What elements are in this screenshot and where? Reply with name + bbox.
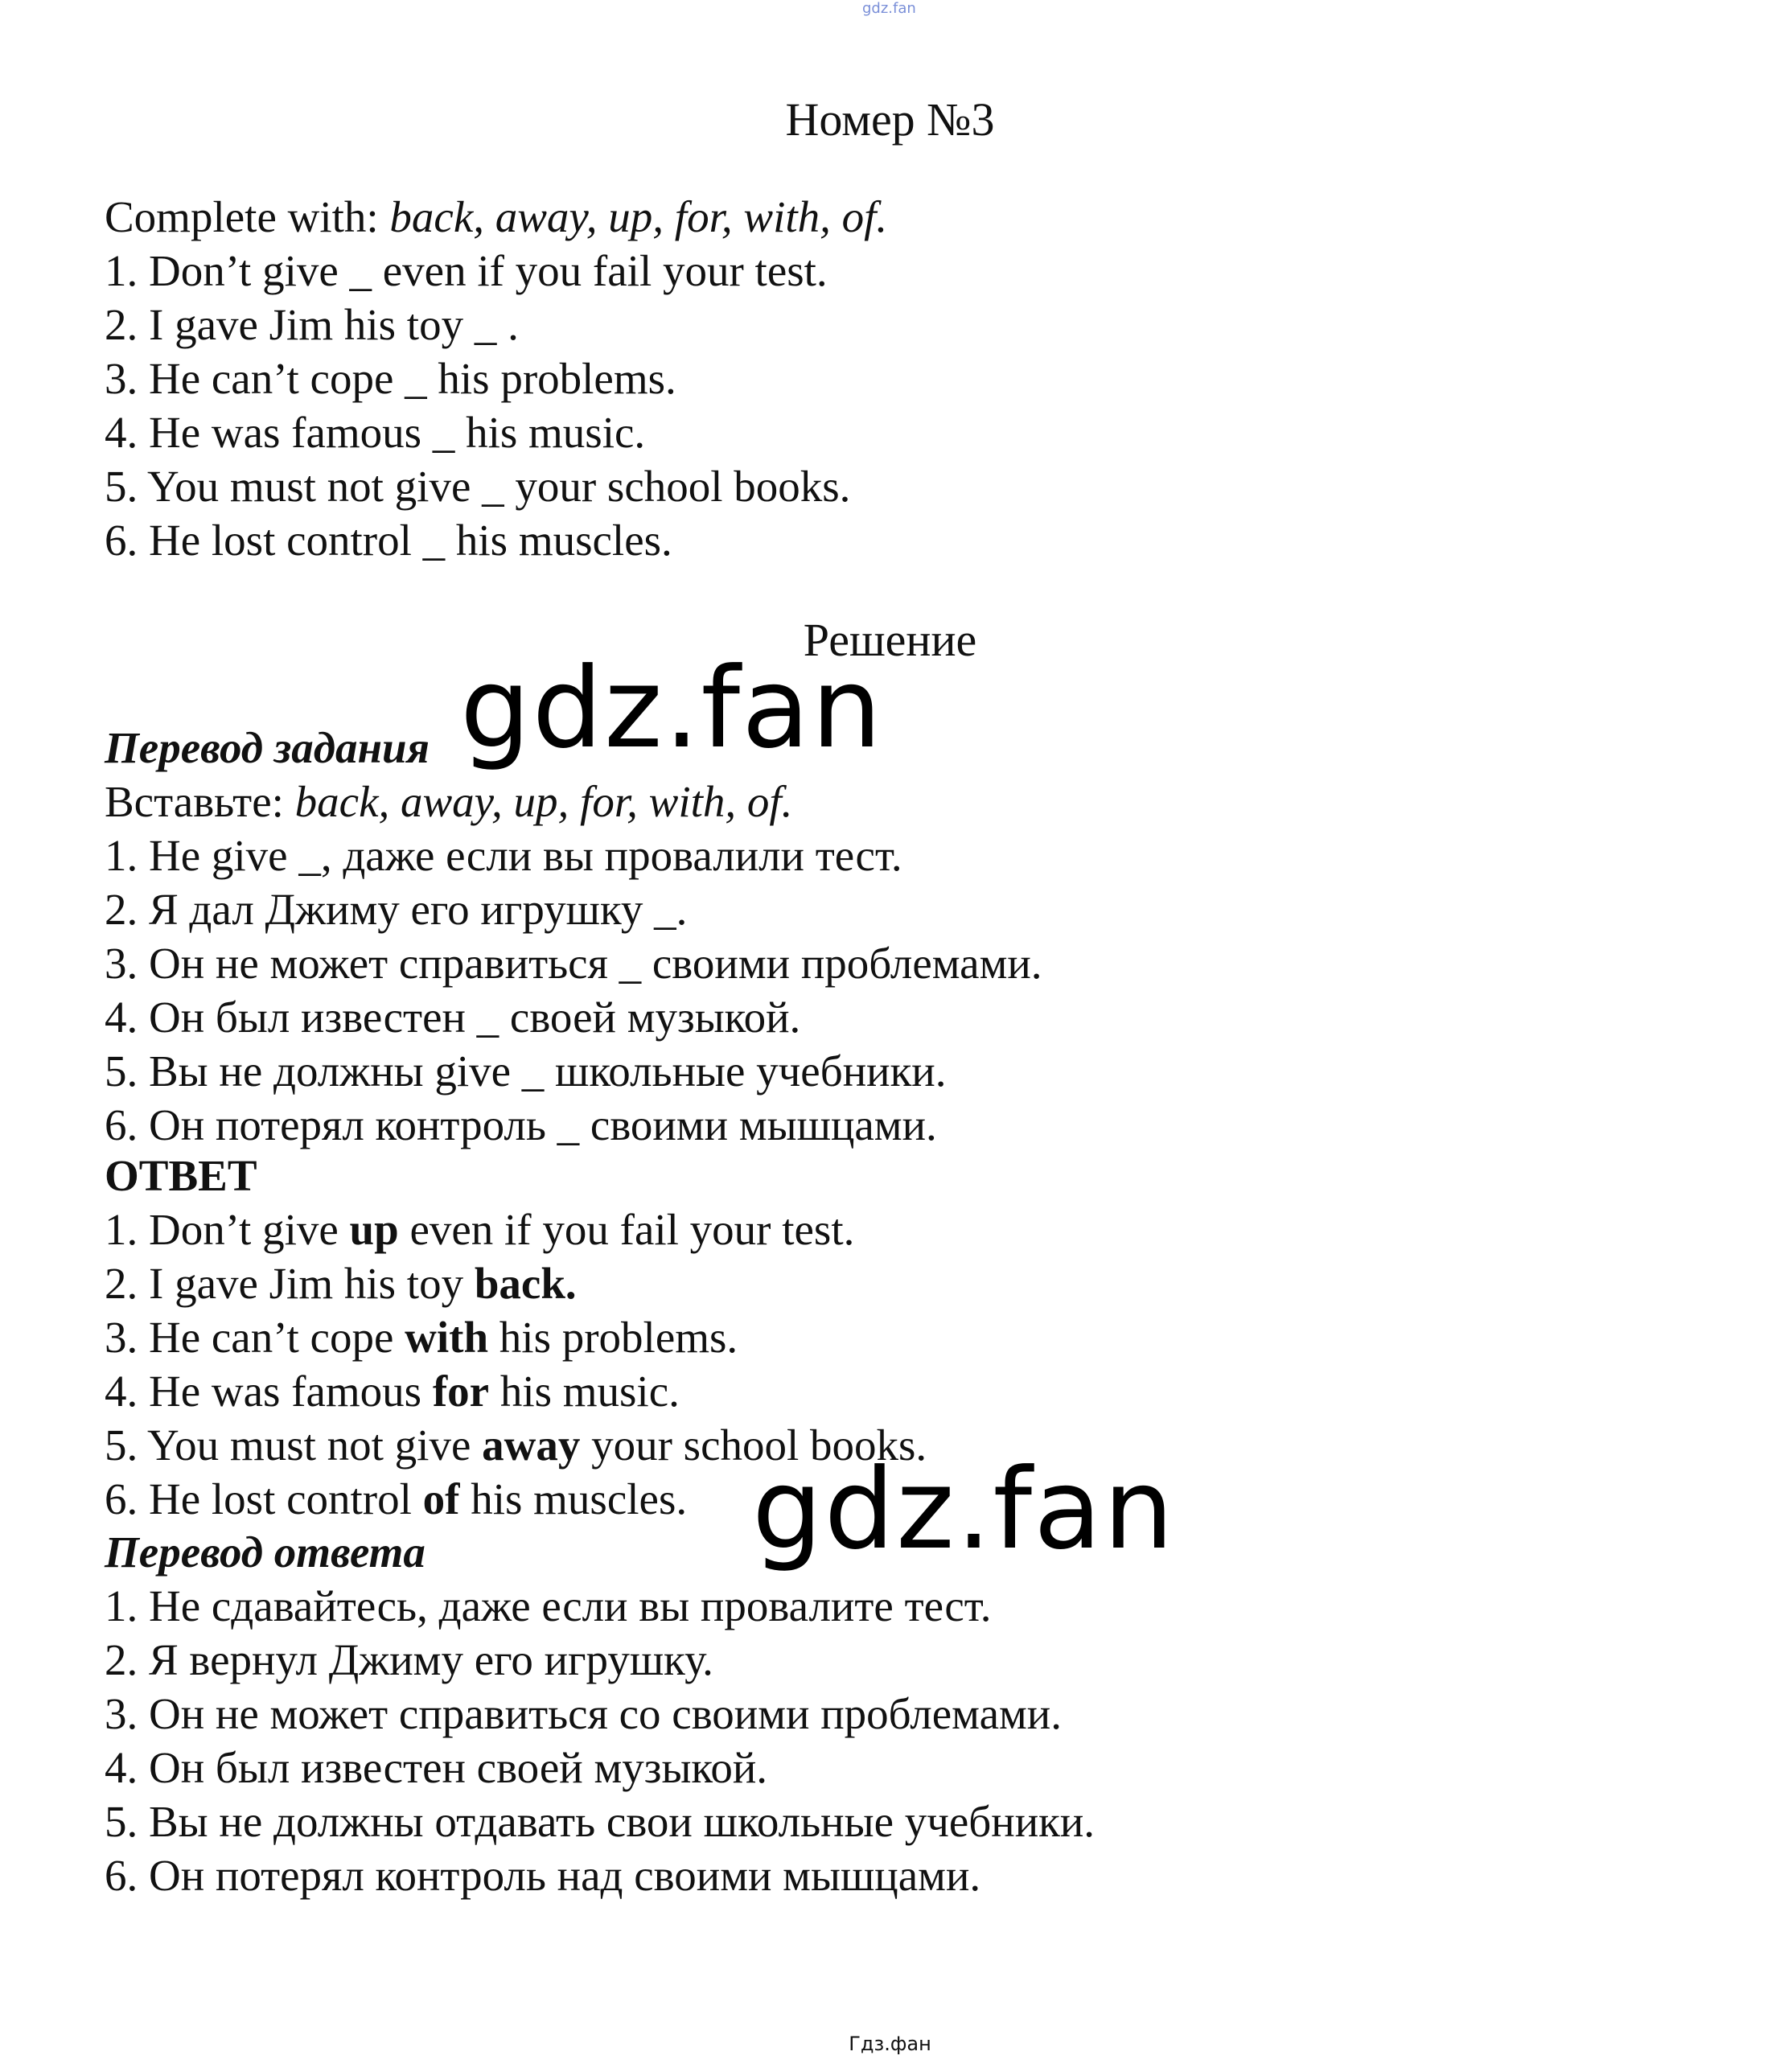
translation-item: 2. Я дал Джиму его игрушку _. <box>105 885 688 934</box>
task-item: 1. Don’t give _ even if you fail your test. <box>105 246 828 295</box>
answer-text-after: his muscles. <box>459 1474 688 1523</box>
answer-text-after: your school books. <box>580 1420 927 1470</box>
answer-text-before: 4. He was famous <box>105 1367 433 1416</box>
answer-text-before: 2. I gave Jim his toy <box>105 1259 475 1308</box>
answer-word: back. <box>474 1259 577 1308</box>
task-translation-heading: Перевод задания <box>105 723 430 772</box>
footer-text: Гдз.фан <box>849 2033 931 2055</box>
answer-word: up <box>349 1205 399 1254</box>
task-item: 3. He can’t cope _ his problems. <box>105 354 676 403</box>
translation-instruction <box>105 775 1042 828</box>
task-item: 5. You must not give _ your school books. <box>105 462 851 511</box>
answer-translation-item: 4. Он был известен своей музыкой. <box>105 1743 768 1792</box>
task-translation-block <box>105 721 1042 1152</box>
watermark-text: gdz.fan <box>460 643 884 773</box>
answer-word: for <box>432 1367 490 1416</box>
answer-word: of <box>422 1474 460 1523</box>
solution-heading: Решение <box>803 614 977 666</box>
answer-item <box>105 1256 927 1310</box>
translation-item: 5. Вы не должны give _ школьные учебники. <box>105 1046 947 1096</box>
answer-translation-item: 6. Он потерял контроль над своими мышцами. <box>105 1851 981 1900</box>
task-item: 4. He was famous _ his music. <box>105 408 646 457</box>
answer-item <box>105 1310 927 1364</box>
watermark-text: gdz.fan <box>752 1445 1176 1574</box>
page-title: Номер №3 <box>785 93 995 146</box>
top-watermark-text: gdz.fan <box>862 0 916 17</box>
instruction-words: back, away, up, for, with, of. <box>389 192 888 241</box>
answer-word: with <box>405 1313 489 1362</box>
answer-item <box>105 1364 927 1418</box>
answer-translation-item: 2. Я вернул Джиму его игрушку. <box>105 1635 713 1684</box>
answer-translation-item: 1. Не сдавайтесь, даже если вы провалите тест. <box>105 1581 992 1630</box>
task-item: 6. He lost control _ his muscles. <box>105 516 672 565</box>
task-block <box>105 190 887 567</box>
translation-item: 3. Он не может справиться _ своими проблемами. <box>105 939 1042 988</box>
answer-text-before: 5. You must not give <box>105 1420 483 1470</box>
answer-text-before: 3. He can’t cope <box>105 1313 405 1362</box>
translation-instruction-words: back, away, up, for, with, of. <box>294 777 793 826</box>
answer-translation-item: 3. Он не может справиться со своими проблемами. <box>105 1689 1062 1738</box>
translation-instruction-prefix: Вставьте: <box>105 777 295 826</box>
translation-item: 6. Он потерял контроль _ своими мышцами. <box>105 1100 937 1149</box>
answer-text-after: his problems. <box>488 1313 738 1362</box>
answer-text-after: even if you fail your test. <box>398 1205 855 1254</box>
answer-text-before: 6. He lost control <box>105 1474 423 1523</box>
answer-text-before: 1. Don’t give <box>105 1205 350 1254</box>
task-item: 2. I gave Jim his toy _ . <box>105 300 519 349</box>
answer-word: away <box>482 1420 581 1470</box>
translation-item: 4. Он был известен _ своей музыкой. <box>105 993 801 1042</box>
answer-translation-item: 5. Вы не должны отдавать свои школьные учебники. <box>105 1797 1096 1846</box>
translation-item: 1. Не give _, даже если вы провалили тест. <box>105 831 902 880</box>
instruction-prefix: Complete with: <box>105 192 390 241</box>
answer-item <box>105 1202 927 1256</box>
task-instruction <box>105 190 887 244</box>
answer-translation-block <box>105 1525 1095 1902</box>
answer-text-after: his music. <box>489 1367 680 1416</box>
answer-translation-heading: Перевод ответа <box>105 1527 425 1577</box>
answer-heading: ОТВЕТ <box>105 1151 257 1200</box>
